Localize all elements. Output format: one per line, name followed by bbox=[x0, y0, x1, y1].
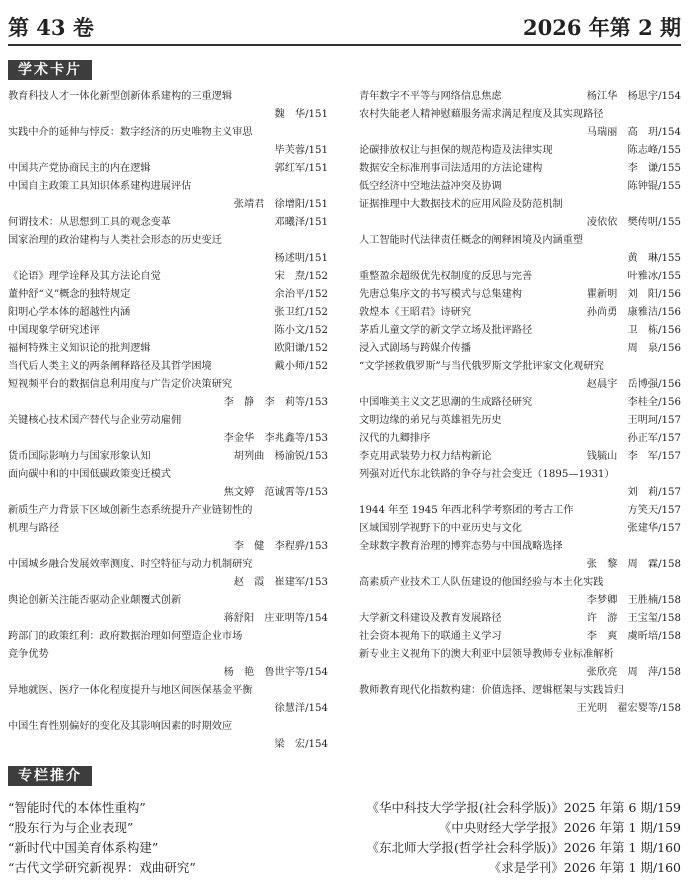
article-entry bbox=[8, 448, 328, 466]
article-entry bbox=[8, 556, 328, 592]
article-title: 阳明心学本体的超越性内涵 bbox=[8, 307, 131, 318]
article-title: 福柯特殊主义知识论的批判逻辑 bbox=[8, 343, 151, 354]
article-entry bbox=[359, 196, 681, 232]
article-entry bbox=[359, 142, 681, 160]
article-entry bbox=[8, 304, 328, 322]
article-title: 新专业主义视角下的澳大利亚中层领导教师专业标准解析 bbox=[359, 649, 614, 660]
article-entry bbox=[8, 214, 328, 232]
article-author-page: 陈小文/152 bbox=[274, 325, 328, 336]
article-title: 关键核心技术国产替代与企业劳动雇佣 bbox=[8, 415, 182, 426]
article-entry bbox=[8, 376, 328, 412]
article-title: 中国生育性别偏好的变化及其影响因素的时期效应 bbox=[8, 721, 233, 732]
article-entry bbox=[359, 178, 681, 196]
article-author-page: 焦文婷 范诚霄等/153 bbox=[223, 487, 328, 498]
article-title: “文学拯救俄罗斯”与当代俄罗斯文学批评家文化观研究 bbox=[359, 361, 604, 372]
article-title: 国家治理的政治建构与人类社会形态的历史变迁 bbox=[8, 235, 222, 246]
article-author-page: 张欣亮 周 萍/158 bbox=[586, 667, 681, 678]
article-entry bbox=[359, 358, 681, 394]
column-source: 《求是学刊》2026 年第 1 期/160 bbox=[488, 860, 681, 875]
article-entry bbox=[359, 232, 681, 268]
article-title: 论碳排放权让与担保的规范构造及法律实现 bbox=[359, 145, 553, 156]
article-title: 跨部门的政策红利：政府数据治理如何塑造企业市场 bbox=[8, 631, 243, 642]
article-title: 文明边缘的弟兄与英雄祖先历史 bbox=[359, 415, 502, 426]
article-entry bbox=[359, 538, 681, 574]
article-entry bbox=[8, 718, 328, 754]
article-title: 浸入式剧场与跨媒介传播 bbox=[359, 343, 472, 354]
column-topic: “股东行为与企业表现” bbox=[8, 820, 134, 835]
article-title: 教育科技人才一体化新型创新体系建构的三重逻辑 bbox=[8, 91, 233, 102]
article-title: 面向碳中和的中国低碳政策变迁模式 bbox=[8, 469, 171, 480]
article-title: 短视频平台的数据信息利用度与广告定价决策研究 bbox=[8, 379, 233, 390]
article-entry bbox=[8, 268, 328, 286]
article-title-continued: 机理与路径 bbox=[8, 523, 59, 534]
article-title-continued: 竞争优势 bbox=[8, 649, 49, 660]
article-entry bbox=[359, 160, 681, 178]
article-entry bbox=[8, 286, 328, 304]
article-author-page: 蒋舒阳 庄亚明等/154 bbox=[223, 613, 328, 624]
article-entry bbox=[8, 466, 328, 502]
article-title: 教师教育现代化指数构建：价值选择、逻辑框架与实践旨归 bbox=[359, 685, 624, 696]
article-entry bbox=[8, 358, 328, 376]
article-author-page: 卫 栋/156 bbox=[627, 325, 681, 336]
article-entry bbox=[8, 88, 328, 124]
column-topic: “新时代中国美育体系构建” bbox=[8, 840, 159, 855]
article-entry bbox=[359, 304, 681, 322]
article-title: 异地就医、医疗一体化程度提升与地区间医保基金平衡 bbox=[8, 685, 253, 696]
article-title: 区域国别学视野下的中亚历史与文化 bbox=[359, 523, 522, 534]
article-entry bbox=[359, 394, 681, 412]
article-entry bbox=[359, 286, 681, 304]
article-title: 实践中介的延伸与悖反：数字经济的历史唯物主义审思 bbox=[8, 127, 253, 138]
article-entry bbox=[8, 160, 328, 178]
article-entry bbox=[359, 430, 681, 448]
article-title: 当代后人类主义的两条阐释路径及其哲学困境 bbox=[8, 361, 212, 372]
article-title: 高素质产业技术工人队伍建设的他国经验与本土化实践 bbox=[359, 577, 604, 588]
article-author-page: 胡列曲 杨渝锐/153 bbox=[233, 451, 328, 462]
article-author-page: 郭红军/151 bbox=[274, 163, 328, 174]
column-source: 《华中科技大学学报(社会科学版)》2025 年第 6 期/159 bbox=[366, 800, 681, 815]
article-author-page: 李金华 李兆鑫等/153 bbox=[223, 433, 328, 444]
article-author-page: 马瑞丽 高 玥/154 bbox=[586, 127, 681, 138]
article-title: 低空经济中空地法益冲突及协调 bbox=[359, 181, 502, 192]
article-entry bbox=[359, 628, 681, 646]
article-entry bbox=[359, 268, 681, 286]
article-entry bbox=[359, 574, 681, 610]
article-author-page: 李梦卿 王胜楠/158 bbox=[586, 595, 681, 606]
article-title: 中国现象学研究述评 bbox=[8, 325, 100, 336]
article-title: 先唐总集序文的书写模式与总集建构 bbox=[359, 289, 522, 300]
article-title: 汉代的九卿排序 bbox=[359, 433, 431, 444]
article-author-page: 黄 琳/155 bbox=[627, 253, 681, 264]
article-title: 货币国际影响力与国家形象认知 bbox=[8, 451, 151, 462]
article-entry bbox=[8, 682, 328, 718]
article-title: 人工智能时代法律责任概念的阐释困境及内涵重塑 bbox=[359, 235, 584, 246]
article-title: 全球数字教育治理的博弈态势与中国战略选择 bbox=[359, 541, 563, 552]
article-title: 李克用武装势力权力结构新论 bbox=[359, 451, 492, 462]
right-column bbox=[359, 88, 681, 718]
article-title: 农村失能老人精神慰藉服务需求满足程度及其实现路径 bbox=[359, 109, 604, 120]
article-entry bbox=[359, 682, 681, 718]
article-author-page: 刘 莉/157 bbox=[627, 487, 681, 498]
article-author-page: 欧阳谦/152 bbox=[274, 343, 328, 354]
section-title-columns: 专栏推介 bbox=[8, 766, 92, 786]
article-entry bbox=[8, 592, 328, 628]
article-author-page: 方笑天/157 bbox=[627, 505, 681, 516]
article-entry bbox=[8, 340, 328, 358]
article-title: 数据安全标准刑事司法适用的方法论建构 bbox=[359, 163, 543, 174]
article-author-page: 王光明 翟宏婴等/158 bbox=[576, 703, 681, 714]
article-entry bbox=[359, 466, 681, 502]
article-author-page: 赵晨宇 岳博强/156 bbox=[586, 379, 681, 390]
article-entry bbox=[8, 628, 328, 682]
article-author-page: 赵 霞 崔建军/153 bbox=[233, 577, 328, 588]
article-author-page: 许 游 王宝玺/158 bbox=[586, 613, 681, 624]
article-author-page: 张建华/157 bbox=[627, 523, 681, 534]
article-author-page: 陈钟锟/155 bbox=[627, 181, 681, 192]
article-title: 《论语》理学诠释及其方法论自觉 bbox=[8, 271, 161, 282]
article-author-page: 叶雅冰/155 bbox=[627, 271, 681, 282]
article-author-page: 邓曦泽/151 bbox=[274, 217, 328, 228]
recommendation-row bbox=[8, 858, 681, 878]
article-author-page: 张卫红/152 bbox=[274, 307, 328, 318]
article-entry bbox=[359, 646, 681, 682]
article-author-page: 杨 艳 鲁世宇等/154 bbox=[223, 667, 328, 678]
article-author-page: 杨述明/151 bbox=[274, 253, 328, 264]
article-entry bbox=[359, 106, 681, 142]
recommendation-row bbox=[8, 838, 681, 858]
article-author-page: 张 黎 周 霖/158 bbox=[586, 559, 681, 570]
article-entry bbox=[359, 322, 681, 340]
column-topic: “智能时代的本体性重构” bbox=[8, 800, 146, 815]
column-source: 《东北师大学报(哲学社会科学版)》2026 年第 1 期/160 bbox=[366, 840, 681, 855]
article-author-page: 周 泉/156 bbox=[627, 343, 681, 354]
volume-label: 第 43 卷 bbox=[8, 15, 94, 40]
article-entry bbox=[359, 610, 681, 628]
article-title: 敦煌本《王昭君》诗研究 bbox=[359, 307, 472, 318]
article-title: 1944 年至 1945 年西北科学考察团的考古工作 bbox=[359, 505, 574, 516]
article-title: 董仲舒“义”概念的独特规定 bbox=[8, 289, 131, 300]
article-title: 中国自主政策工具知识体系建构进展评估 bbox=[8, 181, 192, 192]
section-title-cards: 学术卡片 bbox=[8, 60, 92, 80]
article-author-page: 陈志峰/155 bbox=[627, 145, 681, 156]
article-title: 中国城乡融合发展效率测度、时空特征与动力机制研究 bbox=[8, 559, 253, 570]
article-author-page: 孙正军/157 bbox=[627, 433, 681, 444]
article-title: 何谓技术：从思想到工具的观念变革 bbox=[8, 217, 171, 228]
article-title: 列强对近代东北铁路的争夺与社会变迁（1895—1931） bbox=[359, 469, 615, 480]
recommendation-row bbox=[8, 818, 681, 838]
article-entry bbox=[359, 340, 681, 358]
article-title: 社会资本视角下的联通主义学习 bbox=[359, 631, 502, 642]
article-title: 青年数字不平等与网络信息焦虑 bbox=[359, 91, 502, 102]
article-entry bbox=[359, 520, 681, 538]
article-author-page: 李 谦/155 bbox=[627, 163, 681, 174]
article-author-page: 宋 焘/152 bbox=[274, 271, 328, 282]
issue-label: 2026 年第 2 期 bbox=[523, 15, 681, 40]
article-author-page: 王明珂/157 bbox=[627, 415, 681, 426]
article-author-page: 凌依依 樊传明/155 bbox=[586, 217, 681, 228]
article-entry bbox=[8, 322, 328, 340]
article-entry bbox=[359, 448, 681, 466]
article-author-page: 戴小师/152 bbox=[274, 361, 328, 372]
article-title: 中国共产党协商民主的内在逻辑 bbox=[8, 163, 151, 174]
article-author-page: 李 健 李程骅/153 bbox=[233, 541, 328, 552]
article-title: 茅盾儿童文学的新文学立场及批评路径 bbox=[359, 325, 533, 336]
recommendation-row bbox=[8, 798, 681, 818]
article-title: 重整盈余超级优先权制度的反思与完善 bbox=[359, 271, 533, 282]
left-column bbox=[8, 88, 328, 754]
article-author-page: 瞿新明 刘 阳/156 bbox=[586, 289, 681, 300]
article-entry bbox=[359, 502, 681, 520]
article-title: 新质生产力背景下区域创新生态系统提升产业链韧性的 bbox=[8, 505, 253, 516]
column-recommendations bbox=[8, 798, 681, 878]
article-title: 证据推理中大数据技术的应用风险及防范机制 bbox=[359, 199, 563, 210]
article-entry bbox=[8, 178, 328, 214]
article-title: 大学新文科建设及教育发展路径 bbox=[359, 613, 502, 624]
article-author-page: 李 静 李 莉等/153 bbox=[223, 397, 328, 408]
article-author-page: 毕芙蓉/151 bbox=[274, 145, 328, 156]
article-author-page: 余治平/152 bbox=[274, 289, 328, 300]
article-entry bbox=[8, 412, 328, 448]
page-header bbox=[8, 12, 681, 38]
article-entry bbox=[8, 502, 328, 556]
article-author-page: 孙尚勇 康雅洁/156 bbox=[586, 307, 681, 318]
article-author-page: 钱毓山 李 军/157 bbox=[586, 451, 681, 462]
article-title: 舆论创新关注能否驱动企业颠覆式创新 bbox=[8, 595, 182, 606]
article-author-page: 李桂全/156 bbox=[627, 397, 681, 408]
article-entry bbox=[8, 124, 328, 160]
article-entry bbox=[8, 232, 328, 268]
article-author-page: 梁 宏/154 bbox=[274, 739, 328, 750]
article-title: 中国唯美主义文艺思潮的生成路径研究 bbox=[359, 397, 533, 408]
article-entry bbox=[359, 88, 681, 106]
article-author-page: 张靖君 徐增阳/151 bbox=[233, 199, 328, 210]
article-author-page: 李 爽 虞昕培/158 bbox=[586, 631, 681, 642]
article-author-page: 魏 华/151 bbox=[274, 109, 328, 120]
column-topic: “古代文学研究新视界：戏曲研究” bbox=[8, 860, 196, 875]
article-entry bbox=[359, 412, 681, 430]
column-source: 《中央财经大学学报》2026 年第 1 期/159 bbox=[438, 820, 681, 835]
article-author-page: 杨江华 杨思宇/154 bbox=[586, 91, 681, 102]
article-author-page: 徐慧洋/154 bbox=[274, 703, 328, 714]
header-rule bbox=[8, 44, 681, 46]
